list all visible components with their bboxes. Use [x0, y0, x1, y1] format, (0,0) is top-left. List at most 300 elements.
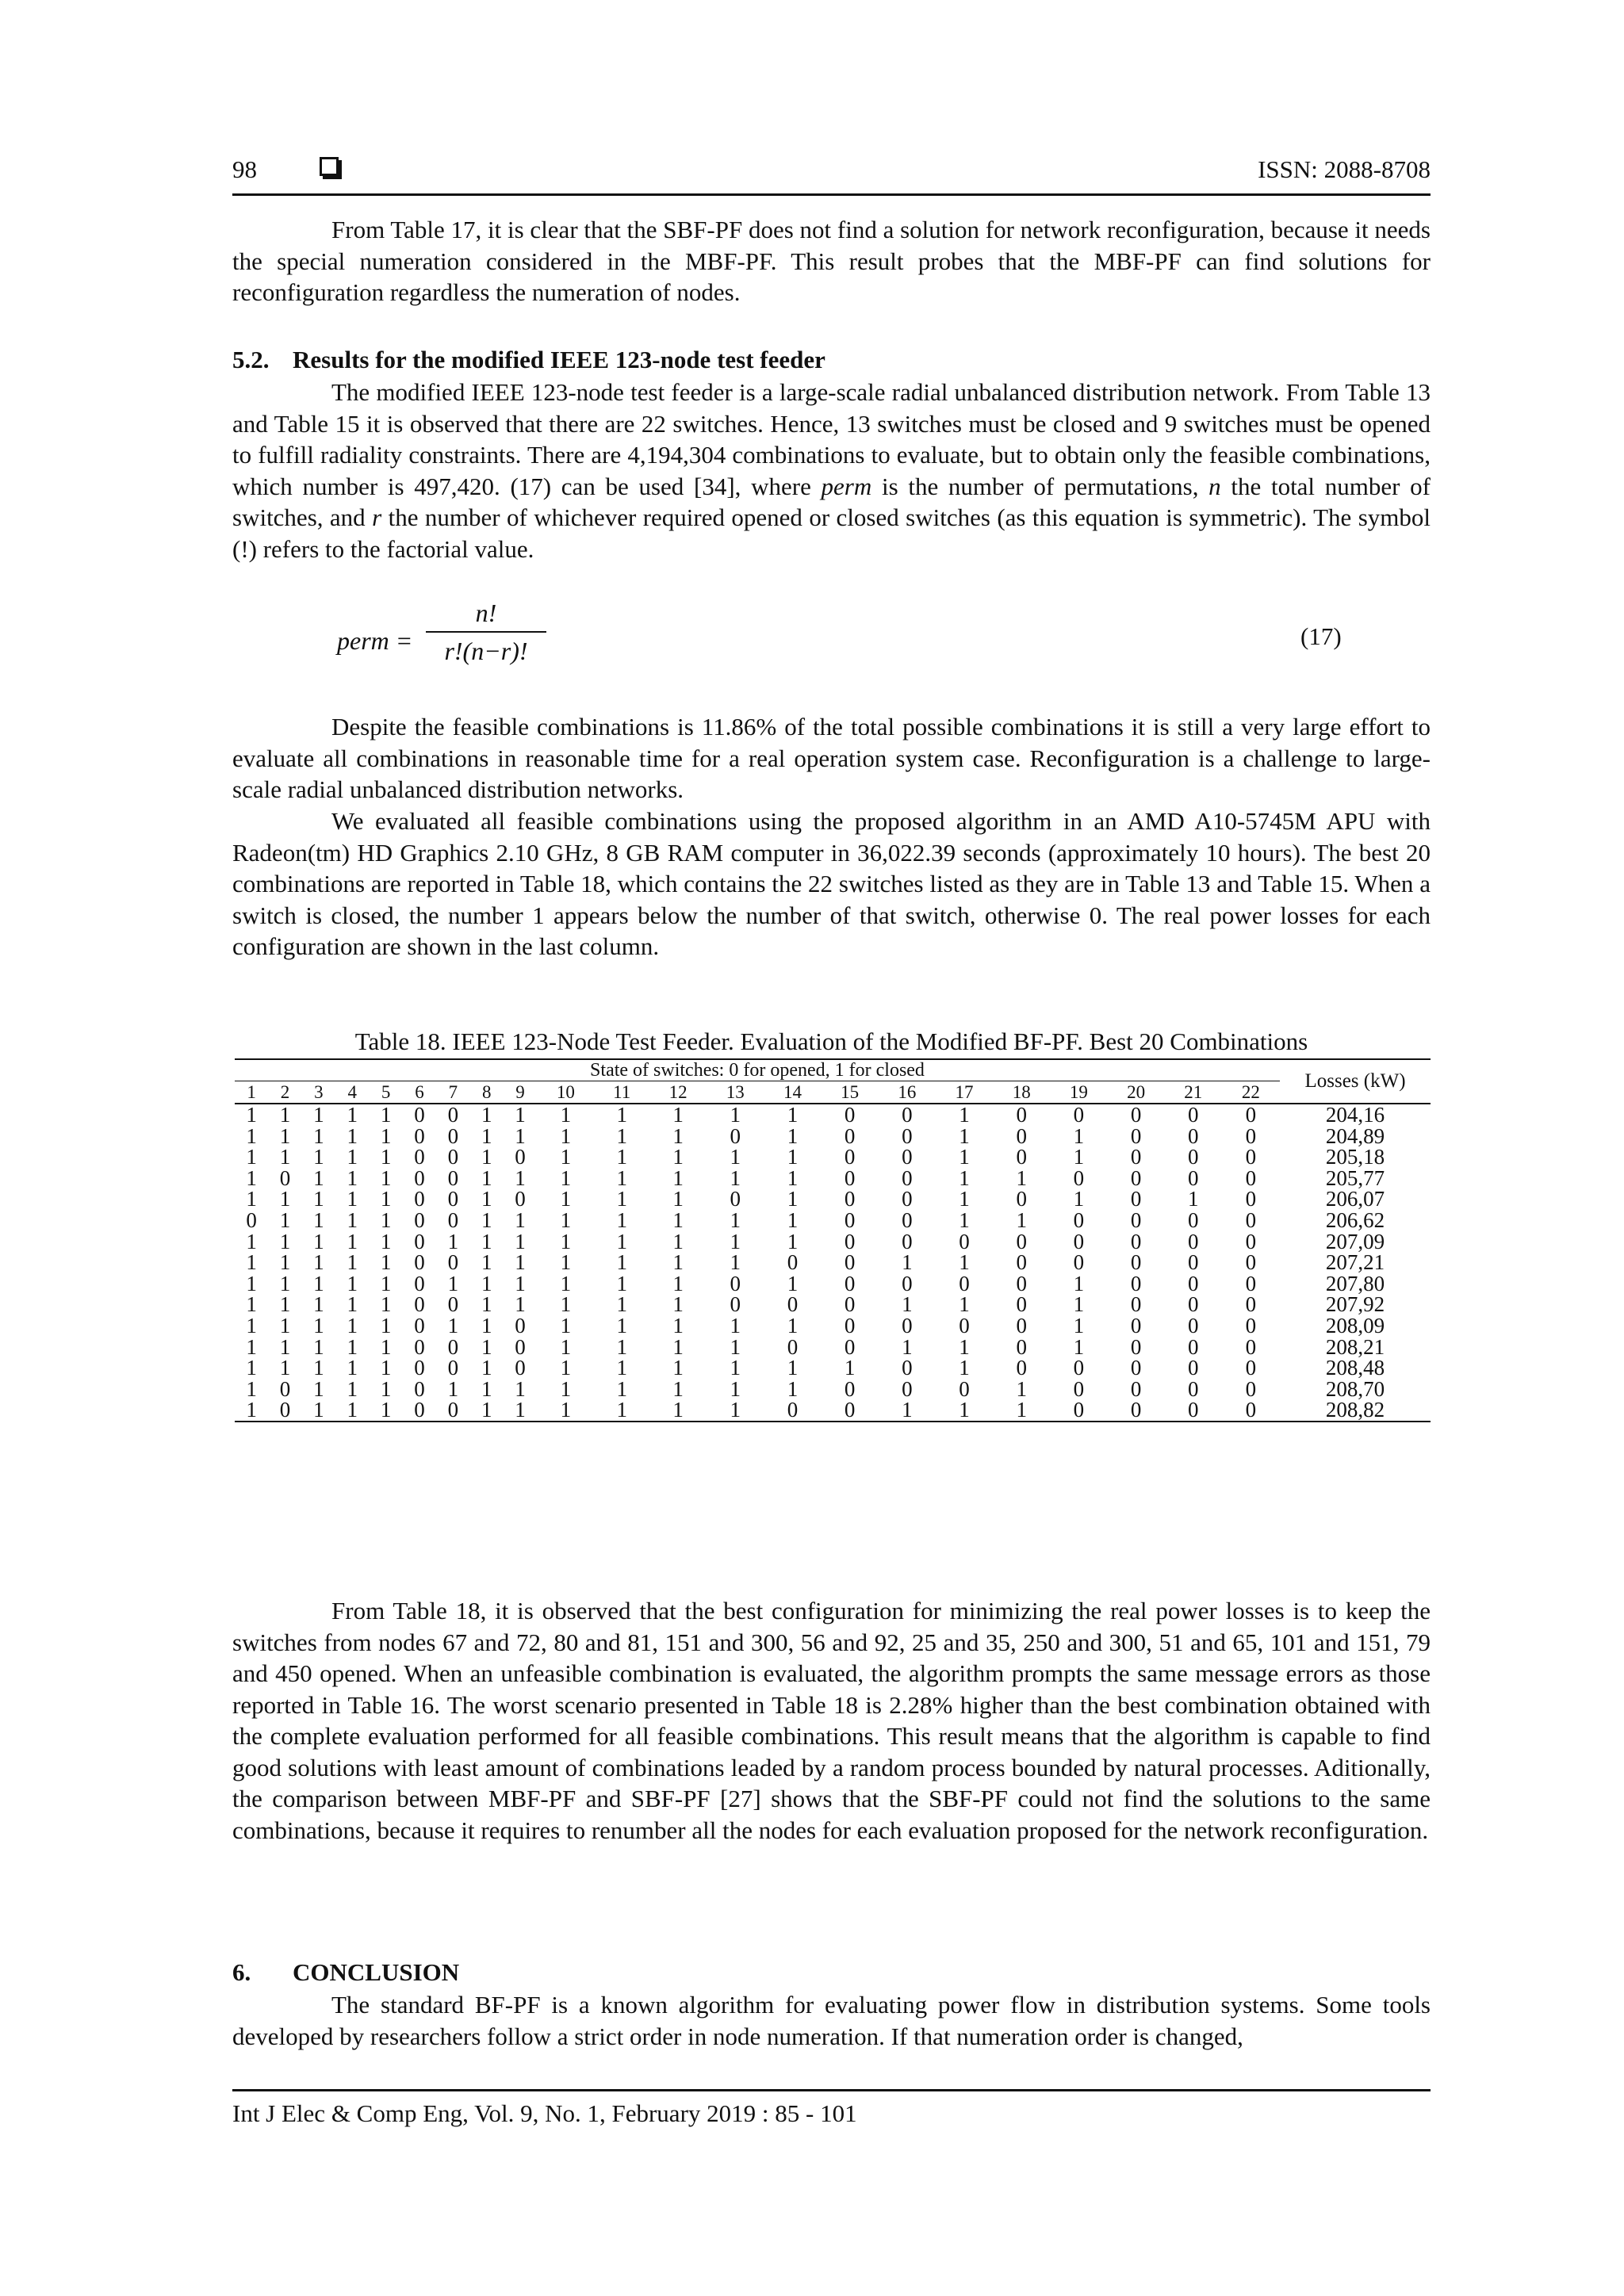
section-number: 6.: [232, 1958, 251, 1986]
table-row: [235, 1315, 1431, 1337]
losses-cell: 205,77: [1325, 1165, 1385, 1190]
group-header: State of switches: 0 for opened, 1 for closed: [235, 1059, 1280, 1081]
switch-state-cell: 0: [844, 1207, 856, 1232]
switch-state-cell: 1: [279, 1123, 291, 1148]
paragraph-analysis: [232, 1595, 1431, 1846]
column-header: 19: [1050, 1081, 1107, 1104]
switch-state-cell: 1: [616, 1250, 627, 1275]
switch-state-cell: 0: [844, 1229, 856, 1253]
switch-state-cell: 1: [246, 1376, 257, 1401]
switch-state-cell: 1: [481, 1165, 492, 1190]
switch-state-cell: 0: [1188, 1123, 1199, 1148]
switch-state-cell: 1: [470, 1399, 504, 1422]
switch-state-cell: 1: [672, 1250, 684, 1275]
switch-state-cell: 1: [730, 1229, 741, 1253]
switch-state-cell: 1: [246, 1165, 257, 1190]
issn: ISSN: 2088-8708: [1258, 155, 1431, 183]
switch-state-cell: 1: [380, 1313, 392, 1337]
switch-state-cell: 1: [594, 1399, 649, 1422]
switch-state-cell: 0: [1188, 1356, 1199, 1380]
switch-state-cell: 1: [515, 1250, 526, 1275]
losses-cell: 208,48: [1325, 1356, 1385, 1380]
switch-state-cell: 1: [279, 1356, 291, 1380]
switch-state-cell: 1: [313, 1229, 324, 1253]
switch-state-cell: 1: [993, 1399, 1050, 1422]
switch-state-cell: 0: [1188, 1292, 1199, 1317]
switch-state-cell: 1: [380, 1376, 392, 1401]
switch-state-cell: 1: [730, 1250, 741, 1275]
switch-state-cell: 1: [616, 1187, 627, 1211]
switch-state-cell: 0: [1016, 1187, 1027, 1211]
switch-state-cell: 1: [380, 1250, 392, 1275]
switch-state-cell: 0: [1130, 1123, 1142, 1148]
switch-state-cell: 1: [347, 1103, 358, 1127]
switch-state-cell: 0: [414, 1187, 425, 1211]
switch-state-cell: 1: [560, 1292, 572, 1317]
switch-state-cell: 1: [313, 1334, 324, 1359]
switch-state-cell: 0: [1016, 1334, 1027, 1359]
table-row: [235, 1252, 1431, 1273]
column-header: 20: [1107, 1081, 1164, 1104]
switch-state-cell: 1: [313, 1271, 324, 1295]
switch-state-cell: 0: [1073, 1165, 1085, 1190]
n-symbol: n: [1208, 472, 1221, 500]
switch-state-cell: 1: [246, 1271, 257, 1295]
switch-state-cell: 1: [313, 1292, 324, 1317]
switch-state-cell: 0: [1130, 1334, 1142, 1359]
switch-state-cell: 0: [764, 1399, 821, 1422]
column-header: 18: [993, 1081, 1050, 1104]
column-header: 1: [235, 1081, 268, 1104]
switch-state-cell: 1: [730, 1313, 741, 1337]
switch-state-cell: 1: [560, 1207, 572, 1232]
switch-state-cell: 0: [1016, 1292, 1027, 1317]
switch-state-cell: 1: [481, 1207, 492, 1232]
switch-state-cell: 0: [515, 1187, 526, 1211]
switch-state-cell: 0: [436, 1399, 469, 1422]
switch-state-cell: 1: [380, 1356, 392, 1380]
switch-state-cell: 0: [447, 1187, 459, 1211]
losses-cell: 204,16: [1325, 1103, 1385, 1127]
column-header: 8: [470, 1081, 504, 1104]
switch-state-cell: 0: [1016, 1271, 1027, 1295]
switch-state-cell: 1: [313, 1207, 324, 1232]
switch-state-cell: 0: [414, 1292, 425, 1317]
switch-state-cell: 1: [279, 1229, 291, 1253]
switch-state-cell: 1: [672, 1356, 684, 1380]
box-bullet-icon: [320, 157, 339, 176]
switch-state-cell: 1: [313, 1187, 324, 1211]
switch-state-cell: 1: [347, 1229, 358, 1253]
switch-state-cell: 0: [1188, 1250, 1199, 1275]
switch-state-cell: 0: [414, 1229, 425, 1253]
switch-state-cell: 1: [1073, 1145, 1085, 1169]
switch-state-cell: 1: [515, 1292, 526, 1317]
switch-state-cell: 0: [515, 1145, 526, 1169]
switch-state-cell: 1: [787, 1145, 799, 1169]
switch-state-cell: 0: [822, 1399, 879, 1422]
switch-state-cell: 1: [481, 1229, 492, 1253]
switch-state-cell: 1: [672, 1313, 684, 1337]
switch-state-cell: 0: [1130, 1292, 1142, 1317]
switch-state-cell: 0: [1165, 1399, 1222, 1422]
switch-state-cell: 1: [246, 1334, 257, 1359]
switch-state-cell: 1: [672, 1334, 684, 1359]
switch-state-cell: 0: [844, 1376, 856, 1401]
switch-state-cell: 0: [1245, 1334, 1257, 1359]
switch-state-cell: 0: [787, 1334, 799, 1359]
switch-state-cell: 1: [672, 1229, 684, 1253]
switch-state-cell: 1: [616, 1356, 627, 1380]
switch-state-cell: 0: [1245, 1207, 1257, 1232]
switch-state-cell: 1: [279, 1207, 291, 1232]
switch-state-cell: 0: [787, 1292, 799, 1317]
switch-state-cell: 1: [1016, 1376, 1027, 1401]
switch-state-cell: 0: [414, 1103, 425, 1127]
switch-state-cell: 0: [902, 1376, 913, 1401]
paragraph-text: is the number of permutations,: [871, 472, 1209, 500]
paragraph-text: The standard BF-PF is a known algorithm for evaluating power flow in distribution systems. Some tools developed by researchers follow a strict order in node numeration. If that numeration order is changed,: [232, 1991, 1431, 2050]
switch-state-cell: 0: [1245, 1250, 1257, 1275]
paragraph-conclusion: [232, 1989, 1431, 2052]
switch-state-cell: 1: [515, 1103, 526, 1127]
switch-state-cell: 1: [616, 1207, 627, 1232]
switch-state-cell: 0: [268, 1399, 301, 1422]
switch-state-cell: 1: [1016, 1207, 1027, 1232]
switch-state-cell: 1: [447, 1313, 459, 1337]
switch-state-cell: 1: [672, 1145, 684, 1169]
switch-state-cell: 1: [246, 1187, 257, 1211]
switch-state-cell: 0: [1130, 1229, 1142, 1253]
paragraph-feasible: [232, 711, 1431, 806]
switch-state-cell: 0: [246, 1207, 257, 1232]
column-header: 21: [1165, 1081, 1222, 1104]
switch-state-cell: 1: [1073, 1271, 1085, 1295]
switch-state-cell: 1: [246, 1103, 257, 1127]
switch-state-cell: 0: [902, 1123, 913, 1148]
page-number: 98: [232, 155, 257, 183]
table-row: [235, 1126, 1431, 1147]
switch-state-cell: 1: [560, 1229, 572, 1253]
section-heading-6: [232, 1958, 459, 1987]
switch-state-cell: 1: [730, 1376, 741, 1401]
switch-state-cell: 1: [959, 1123, 970, 1148]
table-row: [235, 1168, 1431, 1189]
switch-state-cell: 0: [414, 1356, 425, 1380]
table-row: [235, 1273, 1431, 1295]
switch-state-cell: 0: [844, 1103, 856, 1127]
switch-state-cell: 1: [447, 1229, 459, 1253]
table-row: [235, 1146, 1431, 1168]
switch-state-cell: 1: [560, 1376, 572, 1401]
equation-label: (17): [1300, 622, 1342, 650]
switch-state-cell: 0: [279, 1376, 291, 1401]
switch-state-cell: 0: [1130, 1145, 1142, 1169]
switch-state-cell: 1: [616, 1229, 627, 1253]
column-header: 4: [335, 1081, 369, 1104]
column-header: 9: [504, 1081, 537, 1104]
switch-state-cell: 0: [902, 1145, 913, 1169]
switch-state-cell: 1: [959, 1207, 970, 1232]
switch-state-cell: 1: [902, 1334, 913, 1359]
switch-state-cell: 0: [1016, 1229, 1027, 1253]
switch-state-cell: 0: [844, 1334, 856, 1359]
switch-state-cell: 1: [335, 1399, 369, 1422]
switch-state-cell: 0: [1245, 1103, 1257, 1127]
switch-state-cell: 1: [787, 1229, 799, 1253]
switch-state-cell: 1: [347, 1207, 358, 1232]
switch-state-cell: 1: [787, 1313, 799, 1337]
switch-state-cell: 1: [959, 1145, 970, 1169]
switch-state-cell: 0: [1188, 1334, 1199, 1359]
losses-cell: 207,92: [1325, 1292, 1385, 1317]
switch-state-cell: 1: [481, 1145, 492, 1169]
switch-state-cell: 1: [481, 1356, 492, 1380]
footer-citation: Int J Elec & Comp Eng, Vol. 9, No. 1, February 2019 : 85 - 101: [232, 2099, 857, 2127]
switch-state-cell: 0: [279, 1165, 291, 1190]
losses-cell: 208,09: [1325, 1313, 1385, 1337]
switch-state-cell: 0: [902, 1165, 913, 1190]
switch-state-cell: 0: [730, 1292, 741, 1317]
switch-state-cell: 1: [560, 1356, 572, 1380]
table-row: [235, 1104, 1431, 1126]
switch-state-cell: 0: [844, 1165, 856, 1190]
switch-state-cell: 1: [246, 1145, 257, 1169]
switch-state-cell: 1: [879, 1399, 936, 1422]
switch-state-cell: 0: [1130, 1376, 1142, 1401]
switch-state-cell: 0: [959, 1313, 970, 1337]
switch-state-cell: 0: [1107, 1399, 1164, 1422]
switch-state-cell: 1: [347, 1123, 358, 1148]
switch-state-cell: 1: [347, 1376, 358, 1401]
switch-state-cell: 1: [481, 1123, 492, 1148]
switch-state-cell: 1: [672, 1292, 684, 1317]
header-rule: [232, 193, 1431, 196]
switch-state-cell: 0: [1245, 1376, 1257, 1401]
switch-state-cell: 1: [560, 1123, 572, 1148]
column-header: 17: [936, 1081, 993, 1104]
switch-state-cell: 1: [616, 1145, 627, 1169]
switch-state-cell: 0: [844, 1271, 856, 1295]
switch-state-cell: 1: [560, 1271, 572, 1295]
switch-state-cell: 0: [959, 1271, 970, 1295]
table-body: [235, 1104, 1431, 1422]
switch-state-cell: 0: [447, 1123, 459, 1148]
switch-state-cell: 1: [347, 1356, 358, 1380]
switch-state-cell: 1: [246, 1292, 257, 1317]
switch-state-cell: 1: [515, 1271, 526, 1295]
switch-state-cell: 1: [481, 1313, 492, 1337]
paragraph-text: From Table 17, it is clear that the SBF-PF does not find a solution for network reconfiguration, because it needs the special numeration considered in the MBF-PF. This result probes that the MBF-PF can find solutions for reconfiguration regardless the numeration of nodes.: [232, 216, 1431, 306]
switch-state-cell: 0: [844, 1187, 856, 1211]
switch-state-cell: 1: [279, 1145, 291, 1169]
switch-state-cell: 0: [403, 1399, 436, 1422]
switch-state-cell: 0: [959, 1376, 970, 1401]
switch-state-cell: 1: [481, 1187, 492, 1211]
switch-state-cell: 1: [844, 1356, 856, 1380]
switch-state-cell: 0: [1130, 1271, 1142, 1295]
losses-cell: 208,70: [1325, 1376, 1385, 1401]
switch-state-cell: 1: [959, 1356, 970, 1380]
losses-header: Losses (kW): [1280, 1059, 1431, 1104]
column-header: 15: [822, 1081, 879, 1104]
switch-state-cell: 1: [347, 1165, 358, 1190]
switch-state-cell: 1: [672, 1271, 684, 1295]
switch-state-cell: 0: [1130, 1103, 1142, 1127]
switch-state-cell: 1: [672, 1376, 684, 1401]
table-row: [235, 1357, 1431, 1379]
losses-cell: 208,82: [1280, 1399, 1431, 1422]
switch-state-cell: 1: [1073, 1334, 1085, 1359]
switch-state-cell: 1: [560, 1145, 572, 1169]
switch-state-cell: 0: [902, 1103, 913, 1127]
switch-state-cell: 1: [347, 1292, 358, 1317]
column-header: 14: [764, 1081, 821, 1104]
switch-state-cell: 1: [730, 1145, 741, 1169]
switch-state-cell: 1: [959, 1103, 970, 1127]
switch-state-cell: 0: [1073, 1207, 1085, 1232]
switch-state-cell: 1: [313, 1356, 324, 1380]
column-header: 12: [649, 1081, 707, 1104]
equation-denominator: r!(n−r)!: [444, 637, 528, 665]
switch-state-cell: 0: [1188, 1103, 1199, 1127]
switch-state-cell: 0: [1130, 1313, 1142, 1337]
switch-state-cell: 0: [1073, 1356, 1085, 1380]
switch-state-cell: 1: [616, 1103, 627, 1127]
switch-state-cell: 1: [616, 1313, 627, 1337]
switch-state-cell: 0: [844, 1313, 856, 1337]
switch-state-cell: 0: [414, 1207, 425, 1232]
switch-state-cell: 1: [235, 1399, 268, 1422]
switch-state-cell: 1: [560, 1334, 572, 1359]
switch-state-cell: 1: [313, 1313, 324, 1337]
switch-state-cell: 1: [1073, 1123, 1085, 1148]
perm-symbol: perm: [821, 472, 872, 500]
table-row: [235, 1188, 1431, 1210]
switch-state-cell: 1: [380, 1207, 392, 1232]
switch-state-cell: 0: [1016, 1313, 1027, 1337]
section-title: CONCLUSION: [293, 1958, 460, 1986]
switch-state-cell: 1: [1073, 1313, 1085, 1337]
switch-state-cell: 0: [787, 1250, 799, 1275]
switch-state-cell: 1: [347, 1250, 358, 1275]
table-caption: Table 18. IEEE 123-Node Test Feeder. Evaluation of the Modified BF-PF. Best 20 Combinations: [354, 1027, 1308, 1055]
switch-state-cell: 1: [380, 1229, 392, 1253]
switch-state-cell: 0: [414, 1250, 425, 1275]
switch-state-cell: 1: [787, 1271, 799, 1295]
switch-state-cell: 1: [313, 1123, 324, 1148]
switch-state-cell: 1: [515, 1123, 526, 1148]
switch-state-cell: 0: [1130, 1356, 1142, 1380]
switch-state-cell: 1: [347, 1334, 358, 1359]
switch-state-cell: 0: [902, 1207, 913, 1232]
switch-state-cell: 0: [447, 1207, 459, 1232]
switch-state-cell: 1: [481, 1292, 492, 1317]
switch-state-cell: 1: [959, 1334, 970, 1359]
switch-state-cell: 1: [730, 1334, 741, 1359]
switch-state-cell: 1: [959, 1187, 970, 1211]
losses-cell: 204,89: [1325, 1123, 1385, 1148]
table-row: [235, 1210, 1431, 1231]
switch-state-cell: 1: [279, 1292, 291, 1317]
column-header: 7: [436, 1081, 469, 1104]
switch-state-cell: 0: [1188, 1207, 1199, 1232]
switch-state-cell: 1: [515, 1229, 526, 1253]
losses-cell: 207,80: [1325, 1271, 1385, 1295]
switch-state-cell: 1: [246, 1123, 257, 1148]
switch-state-cell: 1: [369, 1399, 402, 1422]
switch-state-cell: 0: [1188, 1165, 1199, 1190]
switch-state-cell: 1: [902, 1250, 913, 1275]
switch-state-cell: 0: [1073, 1376, 1085, 1401]
switch-state-cell: 0: [1016, 1103, 1027, 1127]
switch-state-cell: 1: [347, 1187, 358, 1211]
switch-state-cell: 0: [902, 1313, 913, 1337]
switch-state-cell: 1: [447, 1271, 459, 1295]
switch-state-cell: 0: [414, 1271, 425, 1295]
switch-state-cell: 1: [1073, 1187, 1085, 1211]
switch-state-cell: 1: [730, 1103, 741, 1127]
switch-state-cell: 0: [1245, 1313, 1257, 1337]
paragraph-evaluation: [232, 806, 1431, 962]
switch-state-cell: 1: [380, 1145, 392, 1169]
switch-state-cell: 1: [481, 1103, 492, 1127]
switch-state-cell: 1: [279, 1187, 291, 1211]
switch-state-cell: 0: [902, 1356, 913, 1380]
switch-state-cell: 1: [616, 1165, 627, 1190]
column-header: 3: [302, 1081, 335, 1104]
switch-state-cell: 1: [504, 1399, 537, 1422]
section-number: 5.2.: [232, 346, 270, 373]
switch-state-cell: 0: [959, 1229, 970, 1253]
switch-state-cell: 1: [616, 1334, 627, 1359]
switch-state-cell: 0: [1245, 1123, 1257, 1148]
switch-state-cell: 0: [1245, 1165, 1257, 1190]
switch-state-cell: 1: [616, 1271, 627, 1295]
switch-state-cell: 0: [1245, 1145, 1257, 1169]
switch-state-cell: 1: [959, 1292, 970, 1317]
switch-state-cell: 1: [560, 1165, 572, 1190]
switch-state-cell: 1: [347, 1271, 358, 1295]
equation-numerator: n!: [475, 599, 497, 627]
losses-cell: 206,62: [1325, 1207, 1385, 1232]
switch-state-cell: 1: [279, 1334, 291, 1359]
switch-state-cell: 1: [730, 1356, 741, 1380]
switch-state-cell: 0: [414, 1165, 425, 1190]
switch-state-cell: 0: [1245, 1271, 1257, 1295]
switch-state-cell: 0: [844, 1123, 856, 1148]
switch-state-cell: 1: [380, 1165, 392, 1190]
switch-state-cell: 0: [414, 1123, 425, 1148]
switch-state-cell: 0: [447, 1103, 459, 1127]
switch-state-cell: 1: [537, 1399, 594, 1422]
switch-state-cell: 0: [515, 1313, 526, 1337]
switch-state-cell: 0: [414, 1376, 425, 1401]
switch-state-cell: 1: [447, 1376, 459, 1401]
r-symbol: r: [372, 503, 382, 531]
paragraph-text: the total number of switches, and: [232, 472, 1431, 531]
switch-state-cell: 0: [1245, 1356, 1257, 1380]
switch-state-cell: 0: [414, 1145, 425, 1169]
switch-state-cell: 1: [279, 1271, 291, 1295]
switch-state-cell: 0: [1188, 1145, 1199, 1169]
switch-state-cell: 0: [902, 1229, 913, 1253]
table-row: [235, 1294, 1431, 1315]
switch-state-cell: 1: [347, 1313, 358, 1337]
switch-state-cell: 0: [1016, 1356, 1027, 1380]
switch-state-cell: 0: [1130, 1207, 1142, 1232]
switch-state-cell: 1: [616, 1123, 627, 1148]
